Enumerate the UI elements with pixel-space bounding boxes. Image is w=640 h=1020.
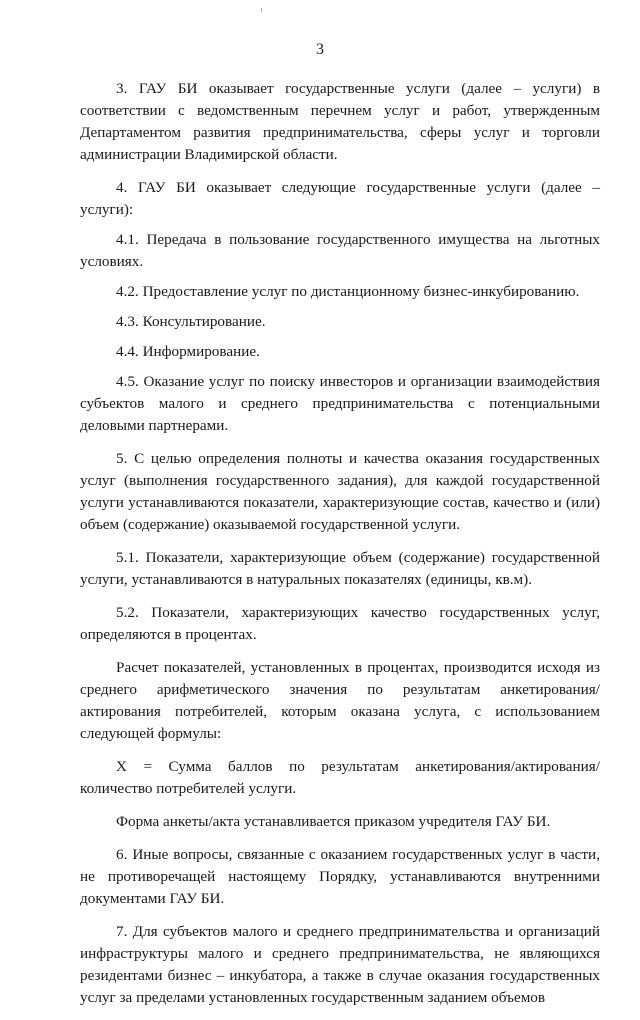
scan-mark xyxy=(261,8,262,12)
paragraph-4-3: 4.3. Консультирование. xyxy=(116,313,266,330)
document-body xyxy=(80,78,600,1020)
paragraph-7: 7. Для субъектов малого и среднего предпринимательства и организаций инфраструктуры малого и среднего предпринимательства, не являющихся резидентами бизнес – инкубатора, а также в случае оказания государственных услуг за пределами установленных государственным заданием объемов xyxy=(80,923,600,1006)
paragraph-4-1: 4.1. Передача в пользование государственного имущества на льготных условиях. xyxy=(80,231,600,270)
paragraph-4: 4. ГАУ БИ оказывает следующие государственные услуги (далее – услуги): xyxy=(80,179,600,218)
paragraph-5: 5. С целью определения полноты и качества оказания государственных услуг (выполнения государственного задания), для каждой государственной услуги устанавливаются показатели, характеризующие состав, качество и (или) объем (содержание) оказываемой государственной услуги. xyxy=(80,450,600,533)
paragraph-5-2: 5.2. Показатели, характеризующих качество государственных услуг, определяются в процентах. xyxy=(80,604,600,643)
paragraph-form: Форма анкеты/акта устанавливается приказом учредителя ГАУ БИ. xyxy=(116,813,551,830)
paragraph-4-5: 4.5. Оказание услуг по поиску инвесторов и организации взаимодействия субъектов малого и среднего предпринимательства с потенциальными деловыми партнерами. xyxy=(80,373,600,434)
paragraph-4-2: 4.2. Предоставление услуг по дистанционному бизнес-инкубированию. xyxy=(116,283,580,300)
paragraph-4-4: 4.4. Информирование. xyxy=(116,343,260,360)
paragraph-5-1: 5.1. Показатели, характеризующие объем (содержание) государственной услуги, устанавливаются в натуральных показателях (единицы, кв.м). xyxy=(80,549,600,588)
page-number: 3 xyxy=(316,41,324,58)
formula: Х = Сумма баллов по результатам анкетирования/актирования/ количество потребителей услуги. xyxy=(80,758,600,797)
paragraph-6: 6. Иные вопросы, связанные с оказанием государственных услуг в части, не противоречащей настоящему Порядку, устанавливаются внутренними документами ГАУ БИ. xyxy=(80,846,600,907)
paragraph-calculation: Расчет показателей, установленных в процентах, производится исходя из среднего арифметического значения по результатам анкетирования/актирования потребителей, которым оказана услуга, с использованием следующей формулы: xyxy=(80,659,600,742)
paragraph-3: 3. ГАУ БИ оказывает государственные услуги (далее – услуги) в соответствии с ведомственным перечнем услуг и работ, утвержденным Департаментом развития предпринимательства, сферы услуг и торговли администрации Владимирской области. xyxy=(80,80,600,163)
